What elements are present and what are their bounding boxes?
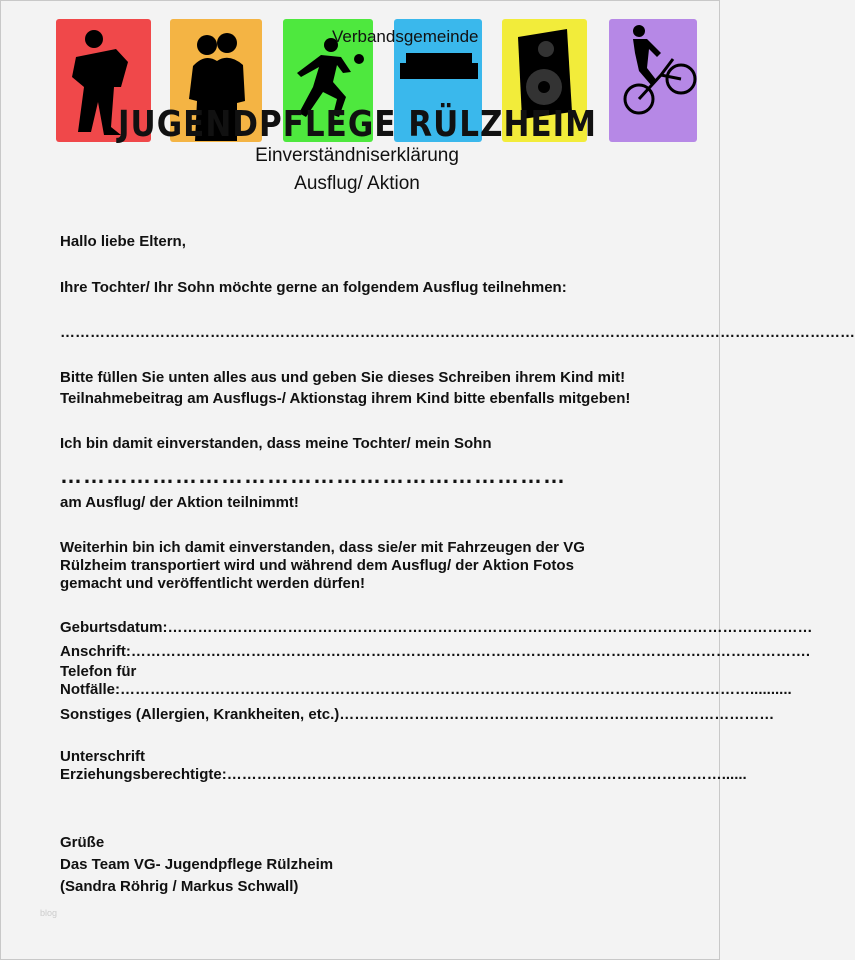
document-subtitle: Ausflug/ Aktion (294, 173, 420, 194)
emergency-phone-field[interactable]: Notfälle:……………………………………………………………………………………………………………….......... (60, 681, 792, 698)
greeting: Hallo liebe Eltern, (60, 233, 186, 250)
signatory-names: (Sandra Röhrig / Markus Schwall) (60, 878, 299, 895)
consent-text: Ich bin damit einverstanden, dass meine Tochter/ mein Sohn (60, 435, 492, 452)
intro-text: Ihre Tochter/ Ihr Sohn möchte gerne an folgendem Ausflug teilnehmen: (60, 279, 567, 296)
closing: Grüße (60, 834, 105, 851)
sofa-icon (398, 49, 480, 84)
guardian-signature-field[interactable]: Erziehungsberechtigte:………………………………………………………………………………………...... (60, 766, 747, 783)
phone-label: Telefon für (60, 663, 137, 680)
instruction-1: Bitte füllen Sie unten alles aus und geben Sie dieses Schreiben ihrem Kind mit! (60, 369, 626, 386)
watermark: blog (40, 908, 58, 918)
logo-text: JUGENDPFLEGE RÜLZHEIM (118, 104, 598, 146)
purple-panel (609, 19, 697, 142)
child-name-field[interactable]: ………………………………………………………… (60, 463, 566, 488)
birthdate-field[interactable]: Geburtsdatum:………………………………………………………………………………………………………………… (60, 619, 813, 636)
bmx-rider-icon (621, 23, 696, 118)
photo-consent-2: Rülzheim transportiert wird und während dem Ausflug/ der Aktion Fotos (60, 557, 574, 574)
document-title: Einverständniserklärung (255, 145, 459, 166)
photo-consent-3: gemacht und veröffentlicht werden dürfen! (60, 575, 366, 592)
org-prefix: Verbandsgemeinde (332, 27, 479, 46)
address-field[interactable]: Anschrift:………………………………………………………………………………………………………………………. (60, 643, 810, 660)
instruction-2: Teilnahmebeitrag am Ausflugs-/ Aktionstag ihrem Kind bitte ebenfalls mitgeben! (60, 390, 631, 407)
team-name: Das Team VG- Jugendpflege Rülzheim (60, 856, 334, 873)
photo-consent-1: Weiterhin bin ich damit einverstanden, dass sie/er mit Fahrzeugen der VG (60, 539, 585, 556)
trip-name-field[interactable]: …………………………………………………………………………………………………………………………………………… (60, 324, 855, 341)
other-info-field[interactable]: Sonstiges (Allergien, Krankheiten, etc.)…………………………………………………………………………… (60, 706, 775, 723)
signature-label: Unterschrift (60, 748, 146, 765)
consent-text-2: am Ausflug/ der Aktion teilnimmt! (60, 494, 299, 511)
